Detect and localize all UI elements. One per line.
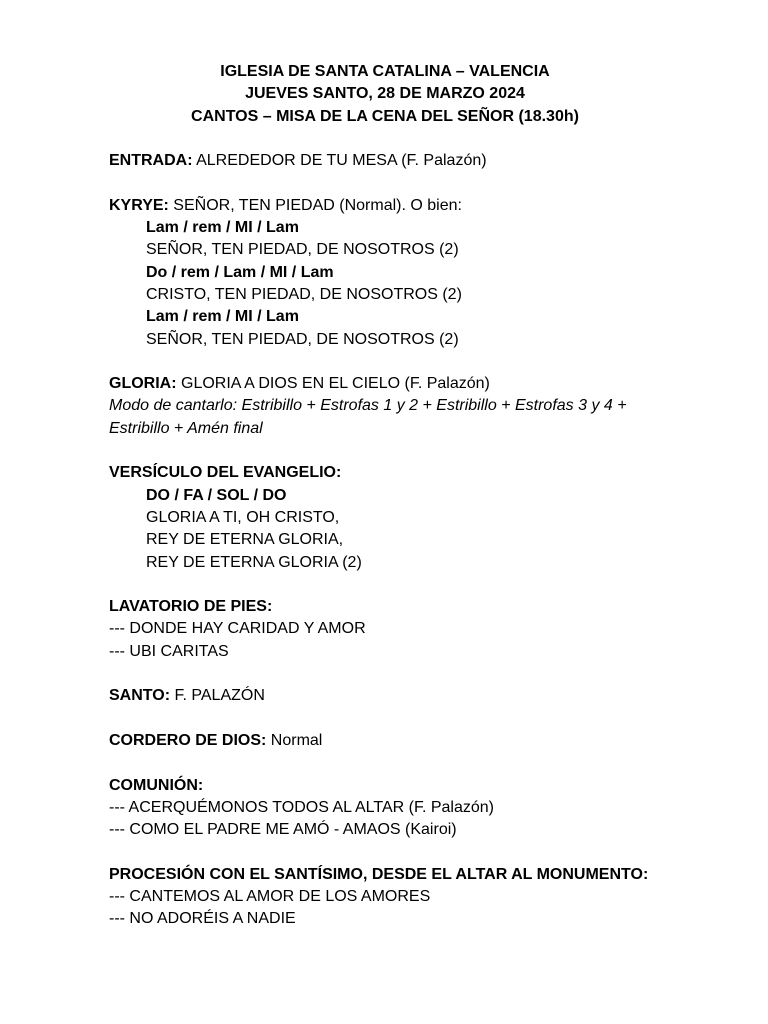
section-label: VERSÍCULO DEL EVANGELIO: bbox=[109, 464, 342, 482]
section-comunion bbox=[109, 775, 661, 842]
section-entrada bbox=[109, 150, 661, 172]
chord-line: DO / FA / SOL / DO bbox=[146, 486, 287, 504]
lyric-line: SEÑOR, TEN PIEDAD, DE NOSOTROS (2) bbox=[146, 330, 459, 348]
section-procesion bbox=[109, 864, 661, 931]
song-list-item: --- COMO EL PADRE ME AMÓ - AMAOS (Kairoi) bbox=[109, 821, 457, 839]
section-heading bbox=[109, 596, 661, 618]
section-label: LAVATORIO DE PIES: bbox=[109, 598, 273, 616]
document-page bbox=[109, 61, 661, 953]
lyric-line: CRISTO, TEN PIEDAD, DE NOSOTROS (2) bbox=[146, 285, 462, 303]
chord-line: Lam / rem / MI / Lam bbox=[146, 308, 299, 326]
header-line-title: CANTOS – MISA DE LA CENA DEL SEÑOR (18.30h) bbox=[191, 107, 579, 125]
section-santo bbox=[109, 685, 661, 707]
lyric-line: GLORIA A TI, OH CRISTO, bbox=[146, 508, 340, 526]
song-list-item: --- ACERQUÉMONOS TODOS AL ALTAR (F. Palazón) bbox=[109, 798, 494, 816]
section-kyrye bbox=[109, 195, 661, 351]
song-list-item: --- UBI CARITAS bbox=[109, 642, 229, 660]
header-line-date: JUEVES SANTO, 28 DE MARZO 2024 bbox=[245, 85, 525, 103]
song-sections bbox=[109, 150, 661, 930]
section-heading bbox=[109, 730, 661, 752]
lyric-line: REY DE ETERNA GLORIA (2) bbox=[146, 553, 362, 571]
section-song-title: F. PALAZÓN bbox=[170, 687, 265, 705]
section-song-title: ALREDEDOR DE TU MESA (F. Palazón) bbox=[192, 152, 487, 170]
section-lavatorio bbox=[109, 596, 661, 663]
section-versiculo bbox=[109, 462, 661, 573]
section-label: COMUNIÓN: bbox=[109, 776, 204, 794]
section-label: CORDERO DE DIOS: bbox=[109, 731, 267, 749]
section-heading bbox=[109, 462, 661, 484]
performance-note: Modo de cantarlo: Estribillo + Estrofas 1 y 2 + Estribillo + Estrofas 3 y 4 + Estribillo + Amén final bbox=[109, 397, 632, 437]
section-cordero bbox=[109, 730, 661, 752]
section-heading bbox=[109, 195, 661, 217]
header-line-church: IGLESIA DE SANTA CATALINA – VALENCIA bbox=[220, 63, 550, 80]
section-heading bbox=[109, 685, 661, 707]
section-label: PROCESIÓN CON EL SANTÍSIMO, DESDE EL ALTAR AL MONUMENTO: bbox=[109, 865, 649, 883]
song-list-item: --- NO ADORÉIS A NADIE bbox=[109, 910, 296, 928]
section-label: GLORIA: bbox=[109, 375, 177, 393]
section-heading bbox=[109, 775, 661, 797]
section-heading bbox=[109, 864, 661, 886]
lyric-line: REY DE ETERNA GLORIA, bbox=[146, 531, 344, 549]
document-header bbox=[109, 61, 661, 128]
section-heading bbox=[109, 373, 661, 395]
song-list-item: --- DONDE HAY CARIDAD Y AMOR bbox=[109, 620, 366, 638]
song-list-item: --- CANTEMOS AL AMOR DE LOS AMORES bbox=[109, 887, 431, 905]
section-gloria bbox=[109, 373, 661, 440]
section-heading bbox=[109, 150, 661, 172]
section-label: SANTO: bbox=[109, 687, 171, 705]
lyric-line: SEÑOR, TEN PIEDAD, DE NOSOTROS (2) bbox=[146, 241, 459, 259]
section-song-title: SEÑOR, TEN PIEDAD (Normal). O bien: bbox=[168, 196, 462, 214]
chord-line: Do / rem / Lam / MI / Lam bbox=[146, 263, 334, 281]
chord-line: Lam / rem / MI / Lam bbox=[146, 219, 299, 237]
section-label: KYRYE: bbox=[109, 196, 169, 214]
section-label: ENTRADA: bbox=[109, 152, 193, 170]
section-song-title: GLORIA A DIOS EN EL CIELO (F. Palazón) bbox=[176, 375, 490, 393]
section-song-title: Normal bbox=[266, 731, 323, 749]
